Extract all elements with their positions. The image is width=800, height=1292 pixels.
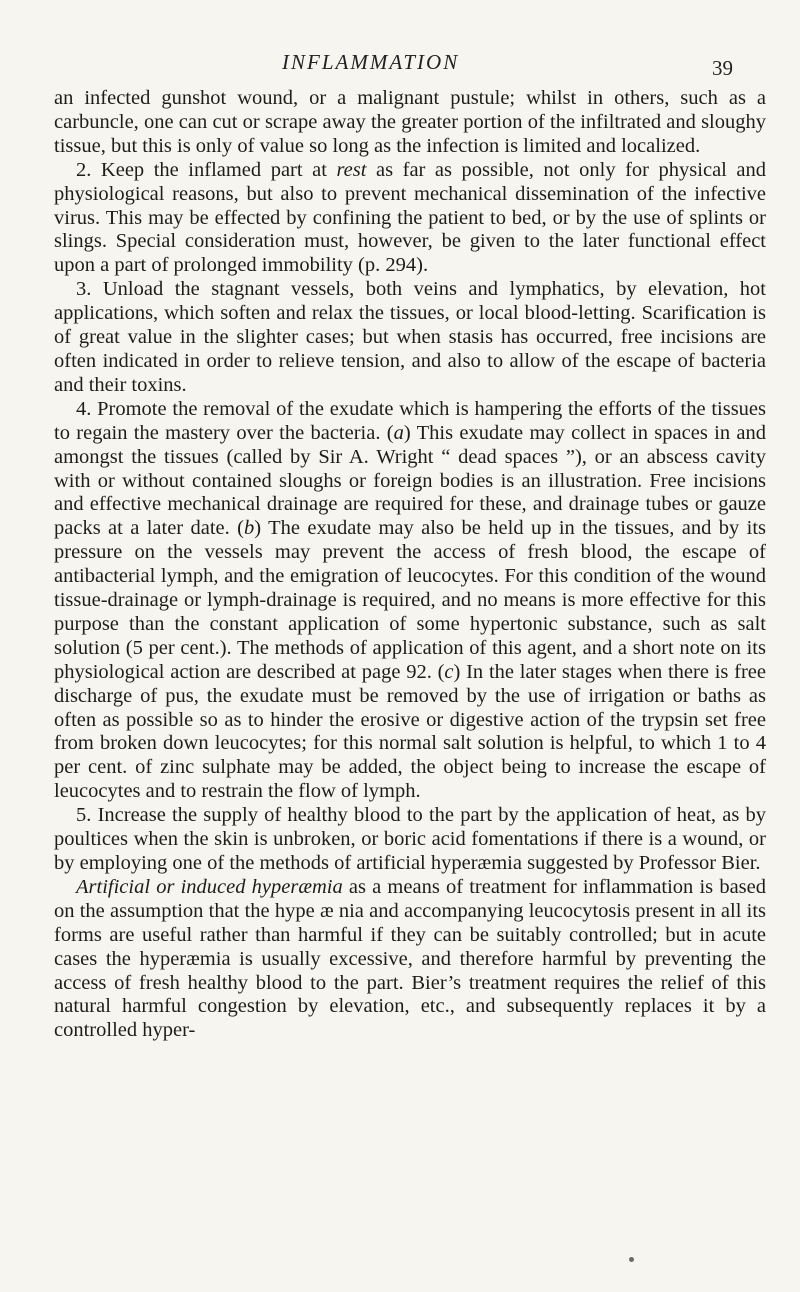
paragraph-text: 2. Keep the inflamed part at (76, 158, 337, 181)
paragraph-text: 5. Increase the supply of healthy blood to the part by the application of heat, as by poultices when the skin is unbroken, or boric acid fomentations if there is a wound, or by employing one of the methods of artificial hyperæmia suggested by Professor Bier. (54, 804, 766, 874)
running-head (0, 50, 800, 80)
print-speck (629, 1257, 634, 1262)
paragraph-unload-vessels (54, 278, 766, 398)
running-head-title: INFLAMMATION (282, 50, 460, 74)
italic-term: rest (336, 158, 367, 181)
paragraph-text: ) The exudate may also be held up in the tissues, and by its pressure on the vessels may prevent the access of fresh blood, the escape of antibacterial lymph, and the emigration of leucocytes. For this condition of the wound tissue-drainage or lymph-drainage is required, and no means is more effective for this purpose than the constant application of some hypertonic substance, such as salt solution (5 per cent.). The methods of application of this agent, and a short note on its physiological action are described at page 92. ( (54, 517, 766, 683)
paragraph-remove-exudate (54, 398, 766, 804)
paragraph-text: ) In the later stages when there is free discharge of pus, the exudate must be removed by the use of irrigation or baths as often as possible so as to hinder the erosive or digestive action of the trypsin set free from broken down leucocytes; for this normal salt solution is helpful, to which 1 to 4 per cent. of zinc sulphate may be added, the object being to increase the escape of leucocytes and to restrain the flow of lymph. (54, 660, 766, 803)
paragraph-text: as far as possible, not only for physical and physiological reasons, but also to prevent mechanical dissemination of the infective virus. This may be effected by confining the patient to bed, or by the use of splints or slings. Special consideration must, however, be given to the later functional effect upon a part of prolonged immobility (p. 294). (54, 158, 767, 277)
page-number: 39 (712, 56, 733, 80)
paragraph-text: 3. Unload the stagnant vessels, both veins and lymphatics, by elevation, hot applications, which soften and relax the tissues, or local blood-letting. Scarification is of great value in the slighter cases; but when stasis has occurred, free incisions are often indicated in order to relieve tension, and also to allow of the escape of bacteria and their toxins. (54, 278, 766, 396)
body-text (54, 87, 766, 1043)
paragraph-artificial-hyperaemia (54, 876, 766, 1043)
paragraph-continuation (54, 87, 766, 159)
paragraph-text: as a means of treatment for inflammation is based on the assumption that the hype æ nia and accompanying leucocytosis present in all its forms are useful rather than harmful if they can be suitably controlled; but in acute cases the hyperæmia is usually excessive, and therefore harmful by preventing the access of fresh healthy blood to the part. Bier’s treatment requires the relief of this natural harmful congestion by elevation, etc., and subsequently replaces it by a controlled hyper- (54, 875, 766, 1042)
italic-marker-b: b (244, 517, 255, 540)
italic-marker-a: a (393, 421, 404, 444)
paragraph-text: an infected gunshot wound, or a malignant pustule; whilst in others, such as a carbuncle, one can cut or scrape away the greater portion of the infiltrated and sloughy tissue, but this is only of value so long as the infection is limited and localized. (54, 87, 766, 157)
paragraph-text: 4. Promote the removal of the exudate which is hampering the efforts of the tissues to regain the mastery over the bacteria. ( (54, 397, 766, 444)
paragraph-increase-blood-supply (54, 804, 766, 876)
paragraph-text: ) This exudate may collect in spaces in and amongst the tissues (called by Sir A. Wright “ dead spaces ”), or an abscess cavity with or without contained sloughs or foreign bodies is an illustration. Free incisions and effective mechanical drainage are required for these, and drainage tubes or gauze packs at a later date. ( (54, 421, 766, 540)
italic-marker-c: c (444, 660, 454, 683)
italic-heading: Artificial or induced hyperæmia (76, 875, 343, 898)
paragraph-keep-at-rest (54, 159, 766, 279)
